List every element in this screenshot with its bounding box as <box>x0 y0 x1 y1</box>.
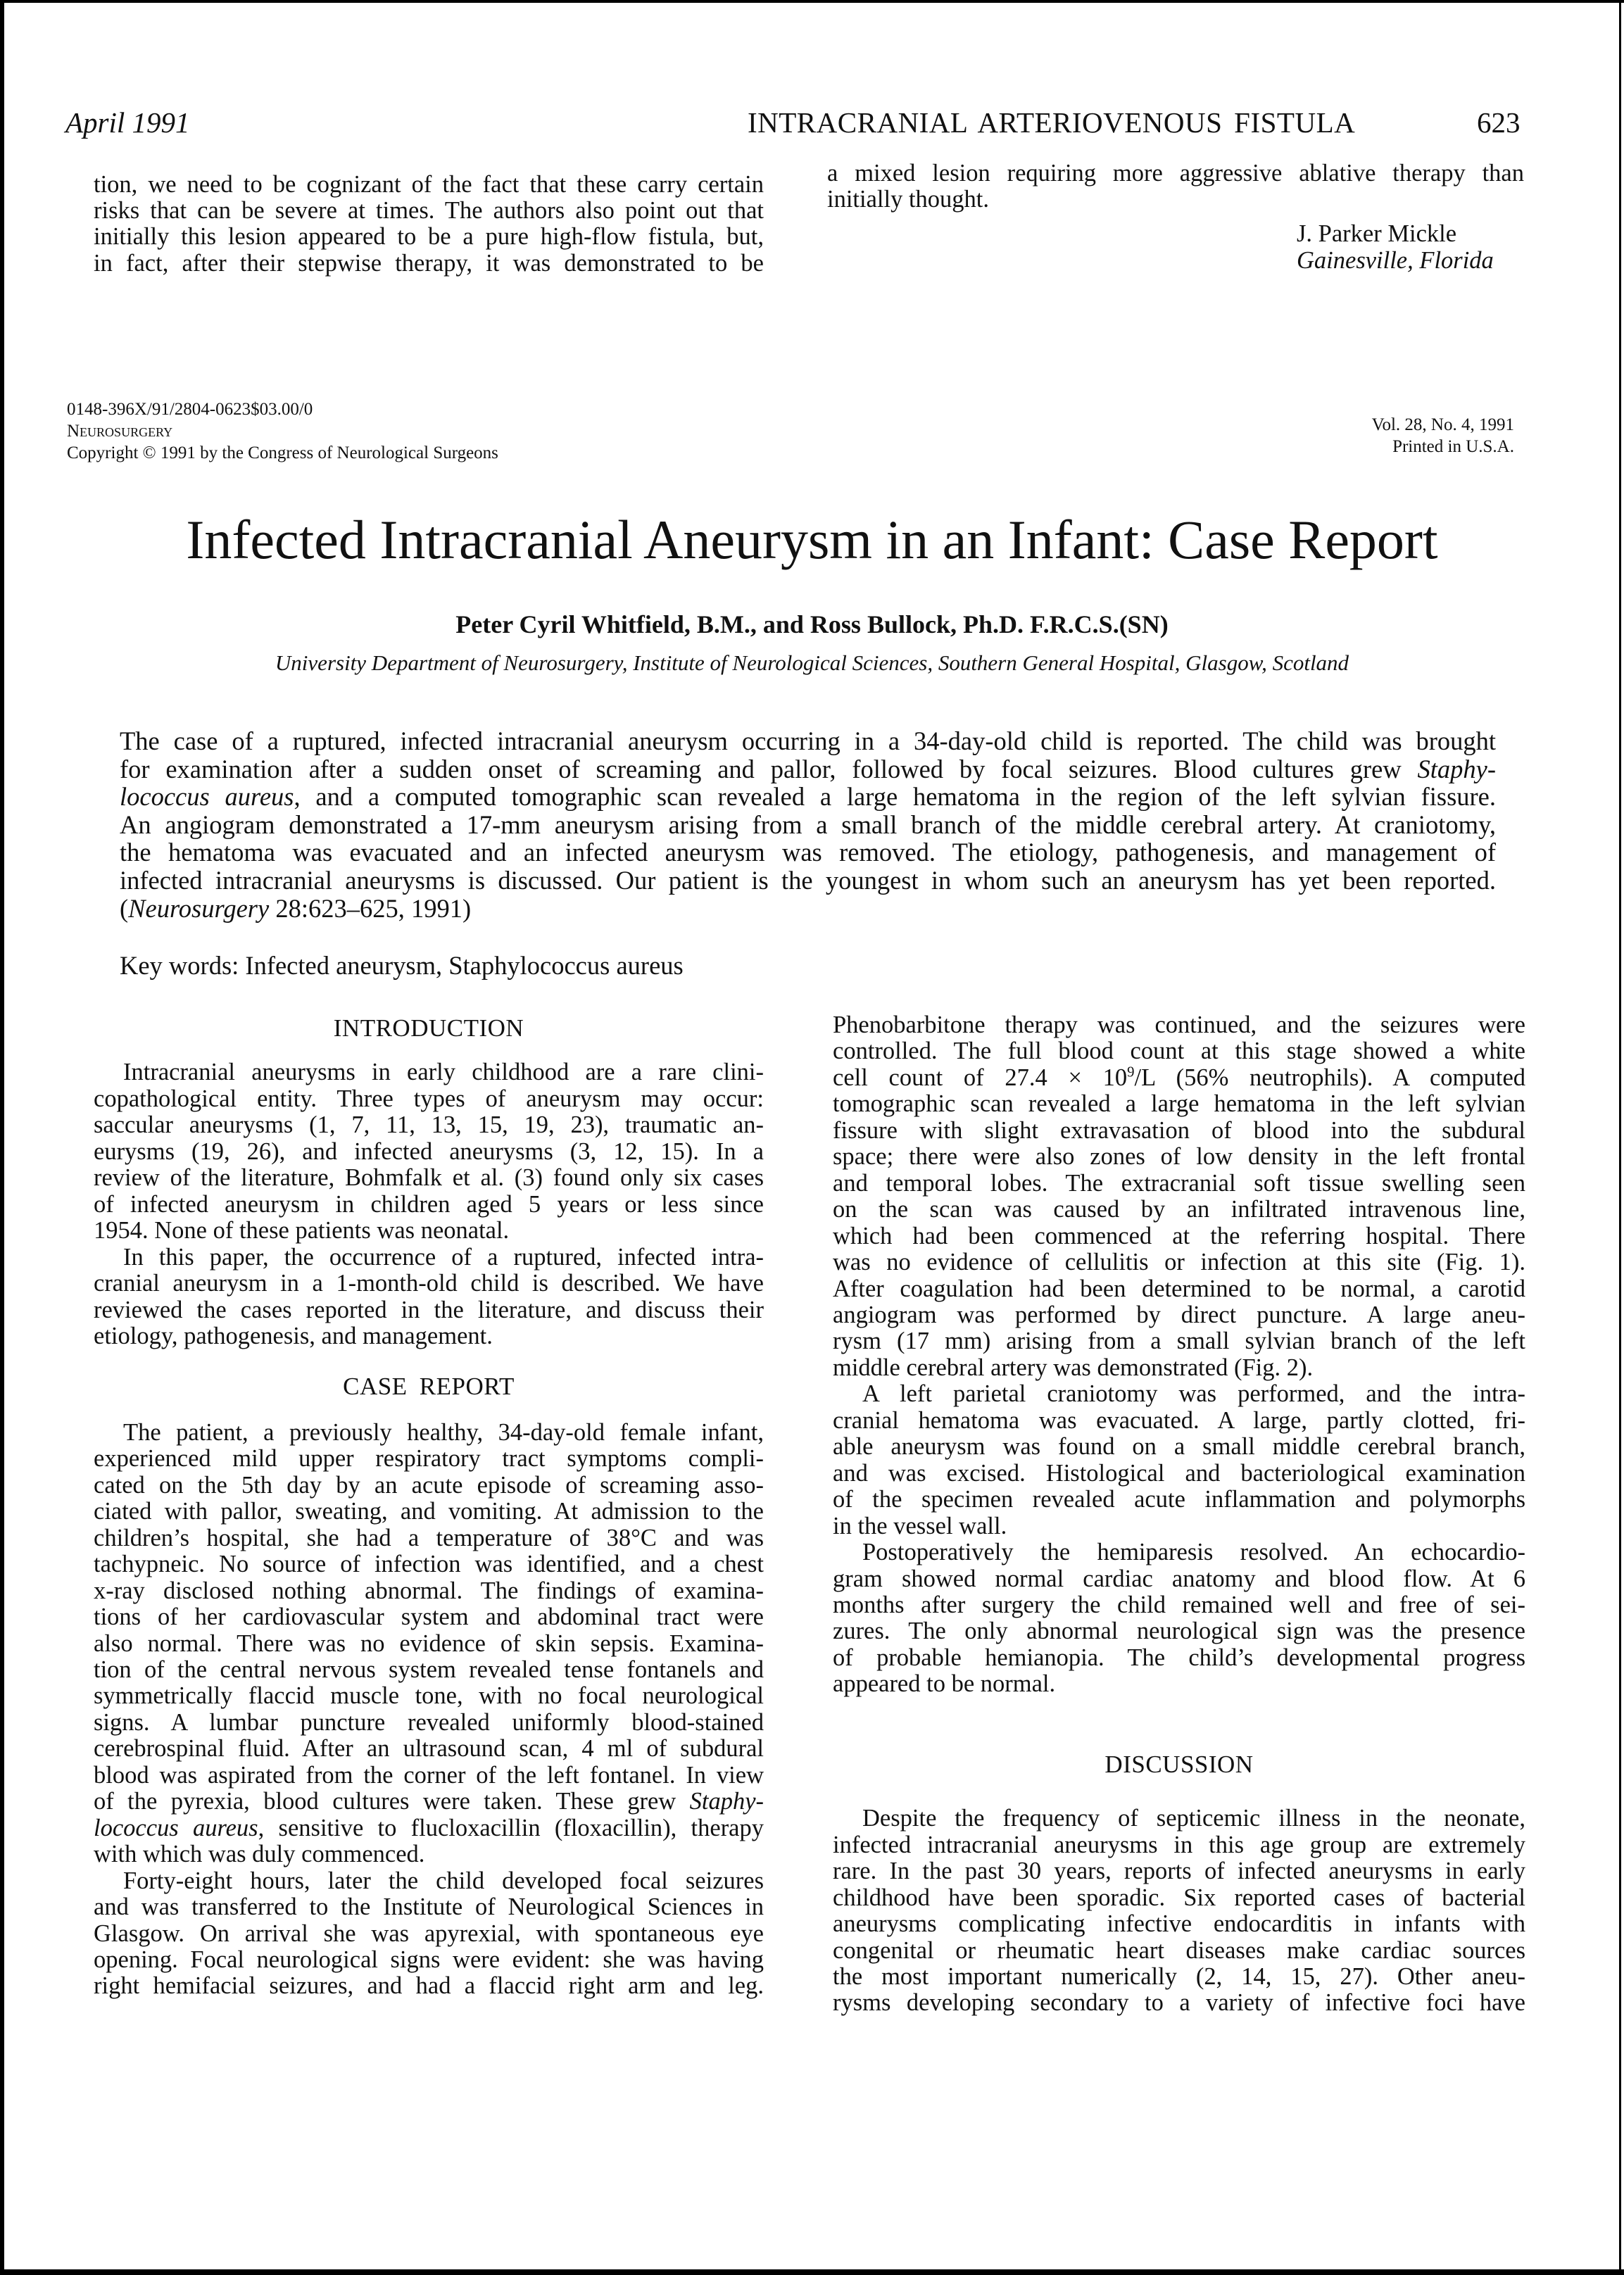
left-column <box>94 1015 764 2000</box>
running-header-title: INTRACRANIAL ARTERIOVENOUS FISTULA <box>748 106 1356 139</box>
text-line: initially this lesion appeared to be a pure high-flow fistula, but, <box>94 223 764 251</box>
text-line: children’s hospital, she had a temperature of 38°C and was <box>94 1524 764 1551</box>
text-line: the most important numerically (2, 14, 15, 27). Other aneu- <box>833 1962 1525 1990</box>
section-heading-discussion: DISCUSSION <box>1104 1750 1254 1778</box>
abstract-line: lococcus aureus, and a computed tomographic scan revealed a large hematoma in the region of the left sylvian fissure. <box>120 782 1497 812</box>
text-line: tomographic scan revealed a large hematoma in the left sylvian <box>833 1090 1525 1118</box>
case-report-body-continued <box>833 1012 1525 1698</box>
discussion-body <box>833 1805 1525 2017</box>
printed-location: Printed in U.S.A. <box>1392 437 1514 456</box>
text-line: aneurysms complicating infective endocarditis in infants with <box>833 1910 1525 1938</box>
text-line: rysm (17 mm) arising from a small sylvian branch of the left <box>833 1328 1525 1355</box>
text-line: tachypneic. No source of infection was identified, and a chest <box>94 1551 764 1578</box>
abstract <box>120 727 1496 922</box>
text-line: cranial aneurysm in a 1-month-old child is described. We have <box>94 1270 764 1297</box>
text-line: blood was aspirated from the corner of the left fontanel. In view <box>94 1761 764 1789</box>
section-heading-introduction: INTRODUCTION <box>333 1014 524 1042</box>
publication-meta-right <box>1372 414 1514 458</box>
abstract-line: for examination after a sudden onset of screaming and pallor, followed by focal seizures. Blood cultures grew Staphy- <box>120 754 1496 783</box>
text-line: angiogram was performed by direct puncture. A large aneu- <box>833 1301 1525 1328</box>
text-line: In this paper, the occurrence of a ruptured, infected intra- <box>123 1243 764 1271</box>
previous-article-left <box>94 172 764 277</box>
abstract-citation: (Neurosurgery 28:623–625, 1991) <box>120 893 472 923</box>
text-line: After coagulation had been determined to be normal, a carotid <box>833 1275 1525 1302</box>
text-line: Phenobarbitone therapy was continued, and the seizures were <box>833 1012 1525 1038</box>
copyright-notice: Copyright © 1991 by the Congress of Neurological Surgeons <box>67 443 498 462</box>
text-line: in fact, after their stepwise therapy, it was demonstrated to be <box>94 249 764 277</box>
text-line: initially thought. <box>827 186 989 213</box>
text-line: infected intracranial aneurysms in this age group are extremely <box>833 1831 1525 1858</box>
text-line: experienced mild upper respiratory tract symptoms compli- <box>94 1445 764 1473</box>
text-line: lococcus aureus, sensitive to flucloxacillin (floxacillin), therapy <box>94 1814 764 1841</box>
text-line: x-ray disclosed nothing abnormal. The findings of examina- <box>94 1577 764 1604</box>
text-line: tions of her cardiovascular system and abdominal tract were <box>94 1603 764 1631</box>
text-line: Glasgow. On arrival she was apyrexial, with spontaneous eye <box>94 1920 764 1947</box>
abstract-line: the hematoma was evacuated and an infected aneurysm was removed. The etiology, pathogenesis, and management of <box>120 838 1496 867</box>
article-title: Infected Intracranial Aneurysm in an Infant: Case Report <box>186 509 1438 570</box>
text-line: tion of the central nervous system revealed tense fontanels and <box>94 1656 764 1683</box>
abstract-line: An angiogram demonstrated a 17-mm aneurysm arising from a small branch of the middle cerebral artery. At craniotomy, <box>120 809 1496 839</box>
text-line: eurysms (19, 26), and infected aneurysms (3, 12, 15). In a <box>94 1138 764 1165</box>
keywords: Key words: Infected aneurysm, Staphylococcus aureus <box>120 951 684 980</box>
text-line: tion, we need to be cognizant of the fact that these carry certain <box>94 171 764 198</box>
text-line: A left parietal craniotomy was performed, and the intra- <box>862 1380 1525 1408</box>
text-line: and was transferred to the Institute of Neurological Sciences in <box>94 1893 764 1921</box>
text-line: middle cerebral artery was demonstrated (Fig. 2). <box>833 1354 1314 1381</box>
text-line: also normal. There was no evidence of skin sepsis. Examina- <box>94 1630 764 1657</box>
case-report-body <box>94 1420 764 2000</box>
text-line: rare. In the past 30 years, reports of infected aneurysms in early <box>833 1858 1525 1885</box>
text-line: review of the literature, Bohmfalk et al. (3) found only six cases <box>94 1164 764 1192</box>
journal-name: Neurosurgery <box>67 422 173 441</box>
article-affiliation: University Department of Neurosurgery, Institute of Neurological Sciences, Southern General Hospital, Glasgow, Scotland <box>275 650 1349 675</box>
text-line: saccular aneurysms (1, 7, 11, 13, 15, 19, 23), traumatic an- <box>94 1111 764 1139</box>
text-line: which had been commenced at the referring hospital. There <box>833 1222 1525 1249</box>
page-border-right <box>1619 0 1621 2274</box>
text-line: symmetrically flaccid muscle tone, with no focal neurological <box>94 1682 764 1710</box>
text-line: cell count of $27.4 \times 10^9/L$ (56% neutrophils). A computed <box>833 1064 1526 1091</box>
text-line: of probable hemianopia. The child’s developmental progress <box>833 1644 1525 1671</box>
article-code: 0148-396X/91/2804-0623$03.00/0 <box>67 400 313 419</box>
text-line: of infected aneurysm in children aged 5 years or less since <box>94 1190 764 1218</box>
text-line: with which was duly commenced. <box>94 1841 425 1868</box>
article-authors: Peter Cyril Whitfield, B.M., and Ross Bullock, Ph.D. F.R.C.S.(SN) <box>455 610 1169 638</box>
abstract-line: infected intracranial aneurysms is discussed. Our patient is the youngest in whom such an aneurysm has yet been reported. <box>120 865 1496 895</box>
page-border-left <box>0 0 4 2275</box>
text-line: right hemifacial seizures, and had a flaccid right arm and leg. <box>94 1972 764 2000</box>
volume-info: Vol. 28, No. 4, 1991 <box>1371 415 1514 434</box>
publication-meta-left <box>67 398 498 464</box>
text-line: congenital or rheumatic heart diseases make cardiac sources <box>833 1936 1525 1964</box>
text-line: and was excised. Histological and bacteriological examination <box>833 1459 1525 1487</box>
text-line: Postoperatively the hemiparesis resolved. An echocardio- <box>862 1539 1525 1566</box>
text-line: and temporal lobes. The extracranial soft tissue swelling seen <box>833 1169 1525 1197</box>
text-line: appeared to be normal. <box>833 1670 1056 1698</box>
text-line: Intracranial aneurysms in early childhood are a rare clini- <box>123 1059 764 1086</box>
commentary-signature-name: J. Parker Mickle <box>1297 220 1457 247</box>
text-line: copathological entity. Three types of aneurysm may occur: <box>94 1085 764 1112</box>
text-line: childhood have been sporadic. Six reported cases of bacterial <box>833 1884 1525 1911</box>
text-line: The patient, a previously healthy, 34-day-old female infant, <box>123 1418 764 1446</box>
text-line: in the vessel wall. <box>833 1512 1007 1539</box>
text-line: controlled. The full blood count at this stage showed a white <box>833 1038 1525 1065</box>
text-line: on the scan was caused by an infiltrated intravenous line, <box>833 1196 1525 1223</box>
text-line: was no evidence of cellulitis or infection at this site (Fig. 1). <box>833 1249 1525 1276</box>
text-line: zures. The only abnormal neurological sign was the presence <box>833 1618 1525 1645</box>
text-line: ciated with pallor, sweating, and vomiting. At admission to the <box>94 1498 764 1525</box>
text-line: gram showed normal cardiac anatomy and blood flow. At 6 <box>833 1565 1525 1592</box>
text-line: 1954. None of these patients was neonatal. <box>94 1217 510 1244</box>
page-border-top <box>0 0 1624 3</box>
text-line: risks that can be severe at times. The authors also point out that <box>94 197 764 225</box>
text-line: cranial hematoma was evacuated. A large, partly clotted, fri- <box>833 1406 1525 1434</box>
text-line: fissure with slight extravasation of blood into the subdural <box>833 1116 1525 1144</box>
text-line: opening. Focal neurological signs were evident: she was having <box>94 1946 764 1973</box>
right-column <box>833 1012 1525 2017</box>
section-heading-case-report: CASE REPORT <box>343 1373 515 1401</box>
introduction-body <box>94 1059 764 1349</box>
abstract-line: The case of a ruptured, infected intracranial aneurysm occurring in a 34-day-old child is reported. The child was brought <box>120 726 1496 755</box>
text-line: cerebrospinal fluid. After an ultrasound scan, 4 ml of subdural <box>94 1735 764 1763</box>
page-border-bottom <box>0 2269 1624 2275</box>
text-line: cated on the 5th day by an acute episode of screaming asso- <box>94 1471 764 1499</box>
text-line: of the pyrexia, blood cultures were taken. These grew Staphy- <box>94 1788 764 1815</box>
text-line: able aneurysm was found on a small middle cerebral branch, <box>833 1433 1525 1461</box>
text-line: etiology, pathogenesis, and management. <box>94 1322 493 1349</box>
text-line: rysms developing secondary to a variety of infective foci have <box>833 1989 1525 2017</box>
text-line: space; there were also zones of low density in the left frontal <box>833 1143 1525 1171</box>
text-line: a mixed lesion requiring more aggressive ablative therapy than <box>827 160 1524 187</box>
text-line: of the specimen revealed acute inflammation and polymorphs <box>833 1486 1525 1513</box>
text-line: months after surgery the child remained well and free of sei- <box>833 1591 1525 1618</box>
text-line: signs. A lumbar puncture revealed uniformly blood-stained <box>94 1708 764 1736</box>
commentary-signature-place: Gainesville, Florida <box>1297 247 1494 274</box>
running-header-date: April 1991 <box>65 106 190 139</box>
text-line: reviewed the cases reported in the literature, and discuss their <box>94 1296 764 1323</box>
page-number: 623 <box>1477 106 1521 139</box>
previous-article-right <box>827 160 1524 213</box>
text-line: Forty-eight hours, later the child developed focal seizures <box>123 1867 764 1894</box>
text-line: Despite the frequency of septicemic illness in the neonate, <box>862 1805 1525 1832</box>
